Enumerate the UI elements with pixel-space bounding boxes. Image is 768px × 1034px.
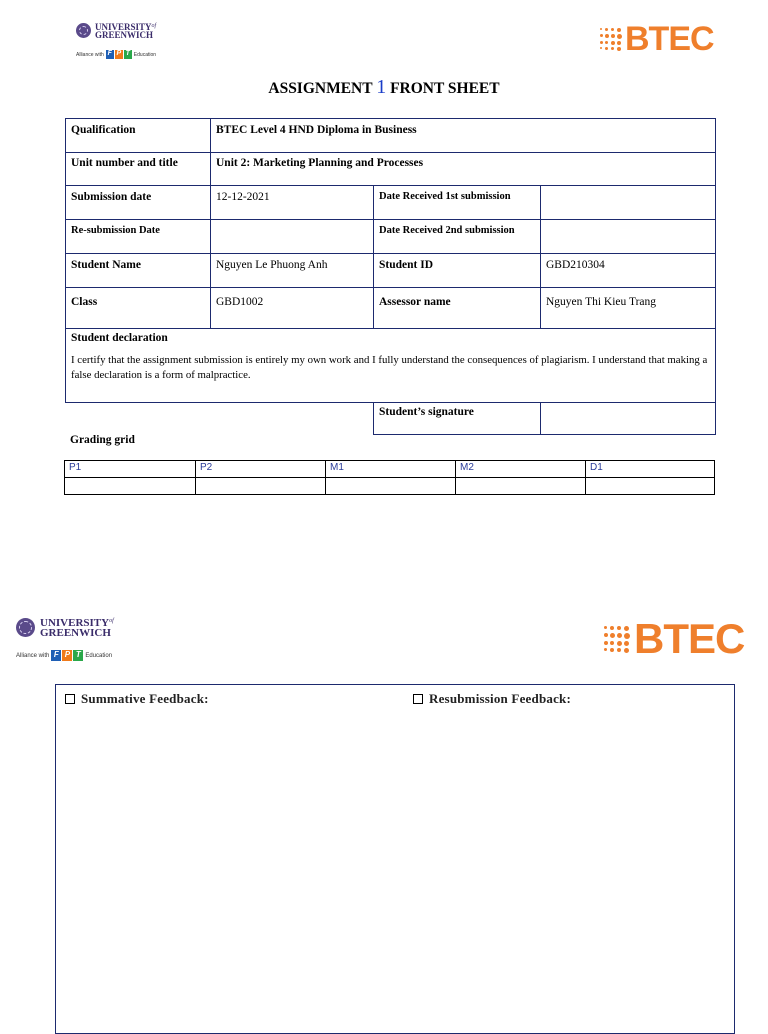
grading-grid-label: Grading grid (70, 434, 135, 446)
greenwich-word: GREENWICH (95, 30, 154, 40)
university-of: of (151, 23, 157, 29)
resubmission-date-label: Re-submission Date (65, 219, 211, 254)
grade-header-m2: M2 (455, 460, 586, 478)
alliance-text: Alliance with (76, 51, 104, 58)
unit-value: Unit 2: Marketing Planning and Processes (210, 152, 716, 186)
alliance-line (76, 50, 156, 59)
submission-date-label: Submission date (65, 185, 211, 220)
unit-label: Unit number and title (65, 152, 211, 186)
grade-value-m1 (325, 477, 456, 495)
greenwich-crest-icon (76, 23, 91, 38)
date-received-1-label: Date Received 1st submission (373, 185, 541, 220)
grade-header-p1: P1 (64, 460, 196, 478)
qualification-label: Qualification (65, 118, 211, 153)
signature-label: Student’s signature (373, 402, 541, 435)
fpt-letter-f: F (51, 650, 61, 661)
assessor-value: Nguyen Thi Kieu Trang (540, 287, 716, 329)
assignment-number: 1 (376, 76, 387, 98)
fpt-logo (51, 650, 83, 661)
submission-date-value: 12-12-2021 (210, 185, 374, 220)
btec-wordmark: BTEC (625, 20, 714, 58)
grade-header-p2: P2 (195, 460, 326, 478)
grade-value-d1 (585, 477, 715, 495)
fpt-letter-p: P (116, 50, 122, 57)
class-label: Class (65, 287, 211, 329)
summative-feedback (65, 691, 209, 707)
grade-value-p2 (195, 477, 326, 495)
student-name-label: Student Name (65, 253, 211, 288)
university-word: UNIVERSITY (95, 22, 152, 32)
fpt-letter-t: T (125, 50, 130, 57)
grade-value-p1 (64, 477, 196, 495)
grade-header-m1: M1 (325, 460, 456, 478)
btec-logo-page2 (604, 615, 745, 662)
signature-value (540, 402, 716, 435)
declaration-title: Student declaration (71, 332, 168, 344)
university-word: UNIVERSITY (40, 617, 110, 629)
class-value: GBD1002 (210, 287, 374, 329)
feedback-box (55, 684, 735, 1034)
student-id-label: Student ID (373, 253, 541, 288)
student-id-value: GBD210304 (540, 253, 716, 288)
fpt-letter-t: T (73, 650, 83, 661)
greenwich-crest-icon (16, 618, 35, 637)
resubmission-date-value (210, 219, 374, 254)
date-received-2-value (540, 219, 716, 254)
date-received-1-value (540, 185, 716, 220)
qualification-value: BTEC Level 4 HND Diploma in Business (210, 118, 716, 153)
date-received-2-label: Date Received 2nd submission (373, 219, 541, 254)
education-text: Education (85, 652, 113, 659)
fpt-logo (106, 50, 132, 59)
alliance-text: Alliance with (16, 652, 50, 659)
btec-logo (600, 22, 714, 56)
title-suffix: FRONT SHEET (386, 80, 500, 97)
fpt-letter-f: F (107, 50, 112, 57)
grade-header-d1: D1 (585, 460, 715, 478)
page-title (0, 76, 768, 99)
declaration-text: I certify that the assignment submission is entirely my own work and I fully understand the consequences of plagiarism. I understand that making a false declaration is a form of malpractice. (71, 354, 708, 381)
grade-value-m2 (455, 477, 586, 495)
greenwich-logo-page2 (16, 616, 126, 666)
student-name-value: Nguyen Le Phuong Anh (210, 253, 374, 288)
education-text: Education (133, 51, 157, 58)
btec-dots-icon (600, 28, 622, 51)
greenwich-word: GREENWICH (40, 627, 111, 639)
btec-dots-icon (604, 626, 630, 653)
declaration-box (65, 328, 716, 403)
title-prefix: ASSIGNMENT (268, 80, 377, 97)
greenwich-logo (76, 22, 166, 62)
summative-checkbox[interactable] (65, 694, 75, 704)
university-of: of (109, 618, 114, 624)
btec-wordmark: BTEC (634, 615, 745, 662)
alliance-line (16, 650, 112, 661)
resubmission-feedback-label: Resubmission Feedback: (429, 691, 571, 706)
summative-feedback-label: Summative Feedback: (81, 691, 209, 706)
assessor-label: Assessor name (373, 287, 541, 329)
resubmission-feedback (413, 691, 571, 707)
resubmission-checkbox[interactable] (413, 694, 423, 704)
fpt-letter-p: P (62, 650, 72, 661)
